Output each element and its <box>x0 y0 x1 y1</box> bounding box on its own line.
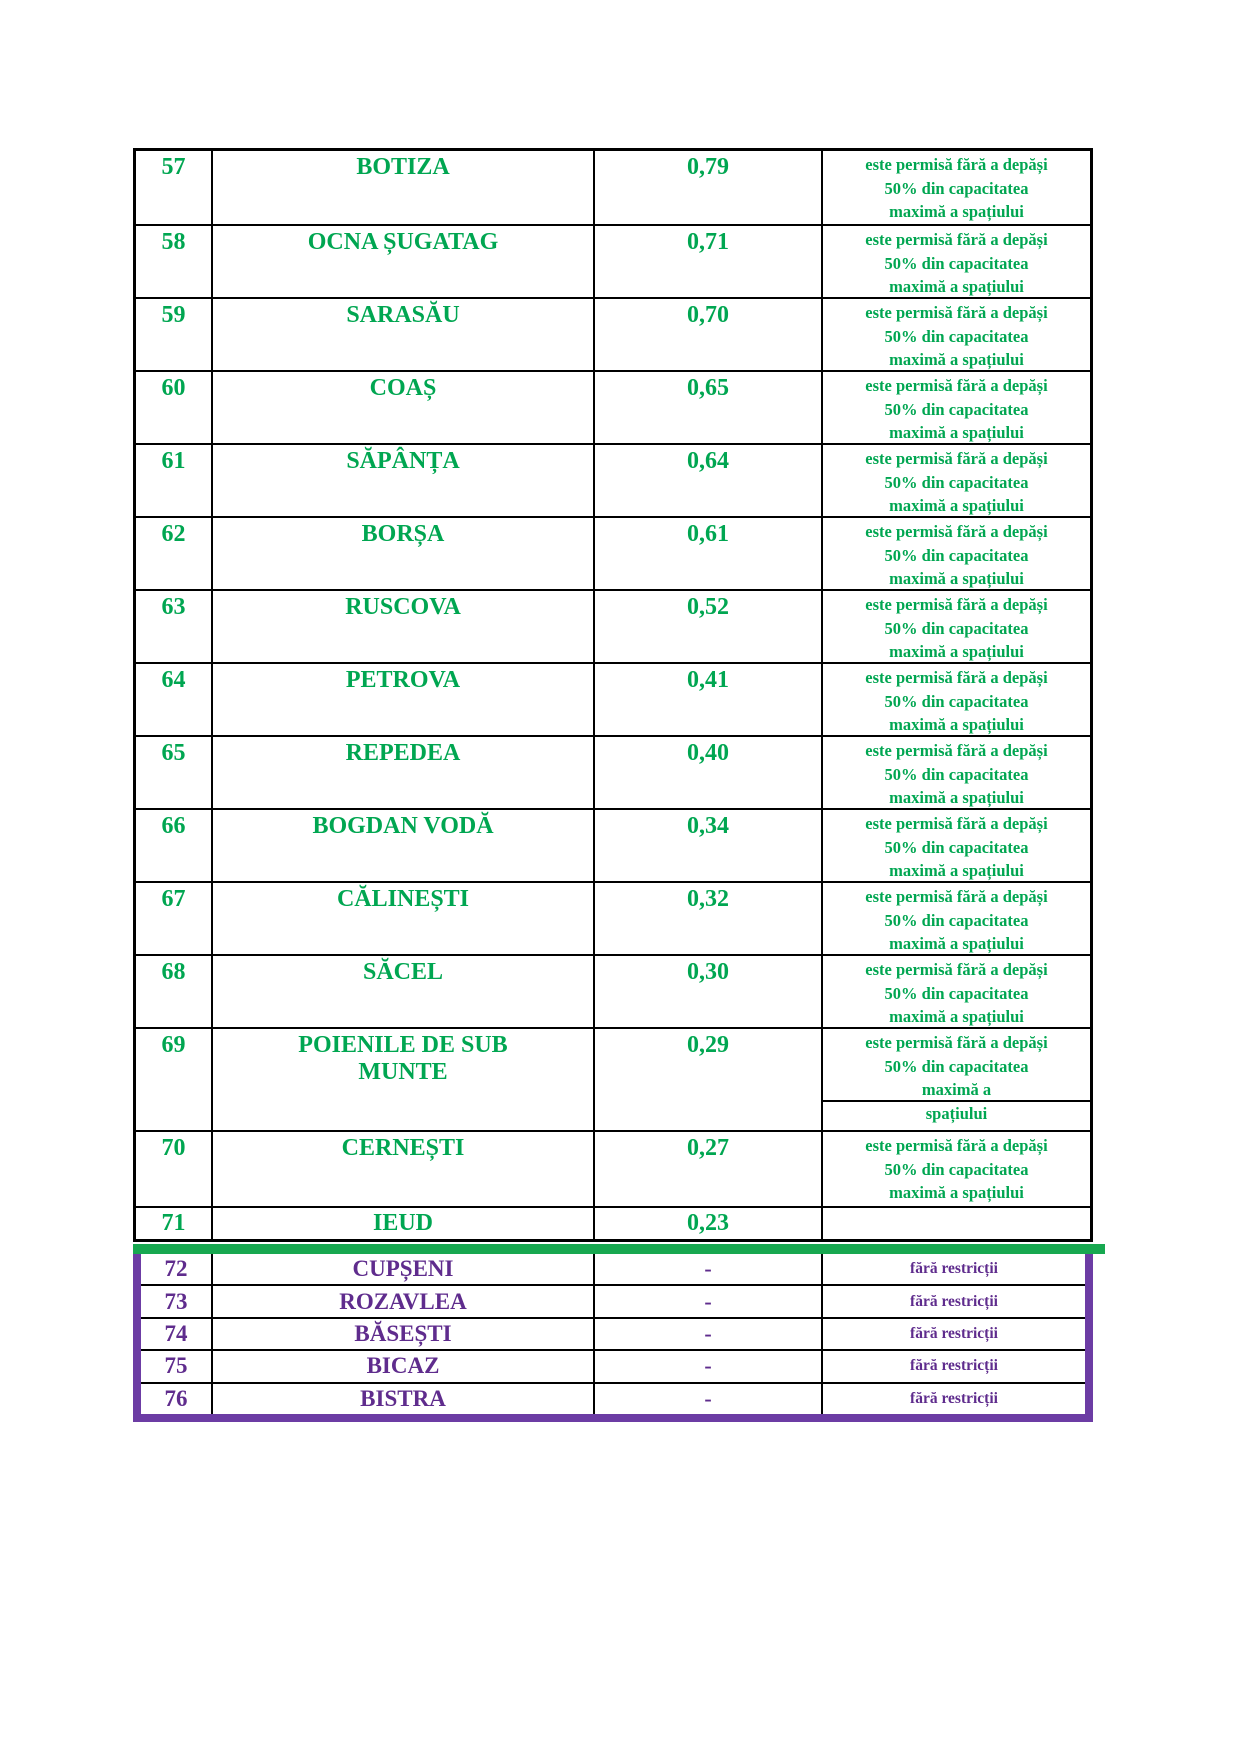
restriction-line: maximă a spațiului <box>889 496 1024 515</box>
restriction-cell-upper <box>823 1029 1090 1102</box>
restriction-cell <box>823 664 1090 735</box>
incidence-value: 0,23 <box>595 1208 823 1239</box>
table-row <box>136 1027 1090 1130</box>
incidence-table-no-restrictions <box>133 1254 1093 1422</box>
restriction-line: este permisă fără a depăși <box>865 668 1048 687</box>
restriction-line: este permisă fără a depăși <box>865 522 1048 541</box>
row-number: 66 <box>136 810 213 881</box>
row-number: 58 <box>136 226 213 297</box>
restriction-line: 50% din capacitatea <box>884 691 1029 711</box>
row-number: 57 <box>136 151 213 224</box>
table-row <box>136 735 1090 808</box>
table-row <box>136 1130 1090 1206</box>
restriction-line: 50% din capacitatea <box>884 910 1029 930</box>
row-number: 69 <box>136 1029 213 1130</box>
restriction-line: este permisă fără a depăși <box>865 449 1048 468</box>
row-number: 75 <box>141 1351 213 1381</box>
restriction-cell: fără restricții <box>910 1389 998 1407</box>
restriction-line: 50% din capacitatea <box>884 983 1029 1003</box>
table-row <box>141 1317 1085 1349</box>
incidence-value: 0,79 <box>595 151 823 224</box>
row-number: 61 <box>136 445 213 516</box>
incidence-table-restricted <box>133 148 1093 1242</box>
locality-name: SARASĂU <box>213 299 595 370</box>
locality-name: CUPȘENI <box>213 1254 595 1284</box>
restriction-cell <box>823 518 1090 589</box>
restriction-line: este permisă fără a depăși <box>865 887 1048 906</box>
restriction-line: maximă a spațiului <box>889 788 1024 807</box>
locality-name: BOGDAN VODĂ <box>213 810 595 881</box>
restriction-line: este permisă fără a depăși <box>865 303 1048 322</box>
locality-name: COAȘ <box>213 372 595 443</box>
locality-name: BICAZ <box>213 1351 595 1381</box>
restriction-line: maximă a spațiului <box>889 277 1024 296</box>
restriction-line: este permisă fără a depăși <box>865 230 1048 249</box>
restriction-cell <box>823 445 1090 516</box>
restriction-line: maximă a spațiului <box>889 934 1024 953</box>
incidence-value: - <box>595 1351 823 1381</box>
table-row <box>136 808 1090 881</box>
incidence-value: 0,64 <box>595 445 823 516</box>
incidence-value: 0,32 <box>595 883 823 954</box>
row-number: 63 <box>136 591 213 662</box>
locality-name: BORȘA <box>213 518 595 589</box>
locality-name: CĂLINEȘTI <box>213 883 595 954</box>
row-number: 67 <box>136 883 213 954</box>
restriction-line: maximă a spațiului <box>889 715 1024 734</box>
restriction-line: este permisă fără a depăși <box>865 814 1048 833</box>
table-row <box>136 881 1090 954</box>
table-row <box>136 443 1090 516</box>
row-number: 72 <box>141 1254 213 1284</box>
incidence-value: 0,29 <box>595 1029 823 1130</box>
incidence-value: 0,71 <box>595 226 823 297</box>
restriction-line: 50% din capacitatea <box>884 1159 1029 1179</box>
table-row <box>136 224 1090 297</box>
locality-name-text: POIENILE DE SUB MUNTE <box>298 1032 508 1085</box>
locality-name: SĂPÂNȚA <box>213 445 595 516</box>
locality-name: PETROVA <box>213 664 595 735</box>
restriction-cell <box>823 1029 1090 1130</box>
row-number: 71 <box>136 1208 213 1239</box>
restriction-line: este permisă fără a depăși <box>865 1136 1048 1155</box>
incidence-value: 0,34 <box>595 810 823 881</box>
restriction-cell <box>823 1132 1090 1206</box>
restriction-line: este permisă fără a depăși <box>865 1033 1048 1052</box>
table-row <box>141 1349 1085 1381</box>
restriction-line: maximă a spațiului <box>889 1007 1024 1026</box>
restriction-line: 50% din capacitatea <box>884 837 1029 857</box>
row-number: 73 <box>141 1286 213 1316</box>
locality-name: BISTRA <box>213 1384 595 1414</box>
locality-name: BOTIZA <box>213 151 595 224</box>
row-number: 59 <box>136 299 213 370</box>
restriction-line: 50% din capacitatea <box>884 472 1029 492</box>
incidence-value: - <box>595 1319 823 1349</box>
locality-name: REPEDEA <box>213 737 595 808</box>
locality-name: BĂSEȘTI <box>213 1319 595 1349</box>
restriction-cell <box>823 737 1090 808</box>
restriction-cell: fără restricții <box>910 1260 998 1278</box>
locality-name: SĂCEL <box>213 956 595 1027</box>
restriction-cell <box>823 810 1090 881</box>
restriction-line: este permisă fără a depăși <box>865 741 1048 760</box>
restriction-cell <box>823 956 1090 1027</box>
table-row <box>141 1284 1085 1316</box>
restriction-line: maximă a spațiului <box>889 202 1024 221</box>
restriction-cell <box>823 226 1090 297</box>
restriction-line: este permisă fără a depăși <box>865 960 1048 979</box>
row-number: 68 <box>136 956 213 1027</box>
restriction-line: maximă a spațiului <box>889 861 1024 880</box>
table-row <box>136 662 1090 735</box>
restriction-line: 50% din capacitatea <box>884 545 1029 565</box>
incidence-value: - <box>595 1286 823 1316</box>
table-row <box>136 589 1090 662</box>
restriction-line: este permisă fără a depăși <box>865 155 1048 174</box>
restriction-line: este permisă fără a depăși <box>865 595 1048 614</box>
locality-name <box>213 1029 595 1130</box>
restriction-cell <box>823 299 1090 370</box>
incidence-value: 0,40 <box>595 737 823 808</box>
restriction-line: spațiului <box>925 1104 988 1124</box>
restriction-cell-empty <box>823 1208 1090 1239</box>
restriction-line: maximă a spațiului <box>889 569 1024 588</box>
green-divider-bar <box>133 1244 1105 1254</box>
row-number: 70 <box>136 1132 213 1206</box>
restriction-line: maximă a spațiului <box>889 423 1024 442</box>
table-row <box>141 1382 1085 1414</box>
incidence-value: - <box>595 1254 823 1284</box>
restriction-line: maximă a spațiului <box>889 642 1024 661</box>
row-number: 65 <box>136 737 213 808</box>
table-row <box>141 1254 1085 1284</box>
incidence-value: 0,52 <box>595 591 823 662</box>
restriction-line: este permisă fără a depăși <box>865 376 1048 395</box>
restriction-line: maximă a <box>921 1080 992 1099</box>
incidence-value: 0,65 <box>595 372 823 443</box>
restriction-cell-lower <box>823 1102 1090 1126</box>
restriction-cell <box>823 883 1090 954</box>
restriction-cell: fără restricții <box>910 1357 998 1375</box>
table-row <box>136 370 1090 443</box>
row-number: 64 <box>136 664 213 735</box>
restriction-line: 50% din capacitatea <box>884 764 1029 784</box>
table-row <box>136 151 1090 224</box>
table-row <box>136 1206 1090 1239</box>
restriction-cell <box>823 372 1090 443</box>
locality-name: RUSCOVA <box>213 591 595 662</box>
table-row <box>136 297 1090 370</box>
incidence-value: 0,30 <box>595 956 823 1027</box>
restriction-line: 50% din capacitatea <box>884 326 1029 346</box>
incidence-value: 0,41 <box>595 664 823 735</box>
restriction-cell <box>823 151 1090 224</box>
incidence-value: 0,70 <box>595 299 823 370</box>
restriction-line: 50% din capacitatea <box>884 253 1029 273</box>
incidence-value: 0,27 <box>595 1132 823 1206</box>
row-number: 62 <box>136 518 213 589</box>
incidence-value: - <box>595 1384 823 1414</box>
restriction-line: 50% din capacitatea <box>884 399 1029 419</box>
restriction-cell: fără restricții <box>910 1325 998 1343</box>
locality-name: IEUD <box>213 1208 595 1239</box>
locality-name: ROZAVLEA <box>213 1286 595 1316</box>
restriction-line: maximă a spațiului <box>889 350 1024 369</box>
restriction-line: 50% din capacitatea <box>884 618 1029 638</box>
row-number: 76 <box>141 1384 213 1414</box>
table-row <box>136 954 1090 1027</box>
incidence-value: 0,61 <box>595 518 823 589</box>
restriction-line: 50% din capacitatea <box>884 1056 1029 1076</box>
table-row <box>136 516 1090 589</box>
restriction-cell: fără restricții <box>910 1292 998 1310</box>
locality-name: OCNA ȘUGATAG <box>213 226 595 297</box>
row-number: 60 <box>136 372 213 443</box>
row-number: 74 <box>141 1319 213 1349</box>
restriction-line: maximă a spațiului <box>889 1183 1024 1202</box>
restriction-cell <box>823 591 1090 662</box>
restriction-line: 50% din capacitatea <box>884 178 1029 198</box>
locality-name: CERNEȘTI <box>213 1132 595 1206</box>
